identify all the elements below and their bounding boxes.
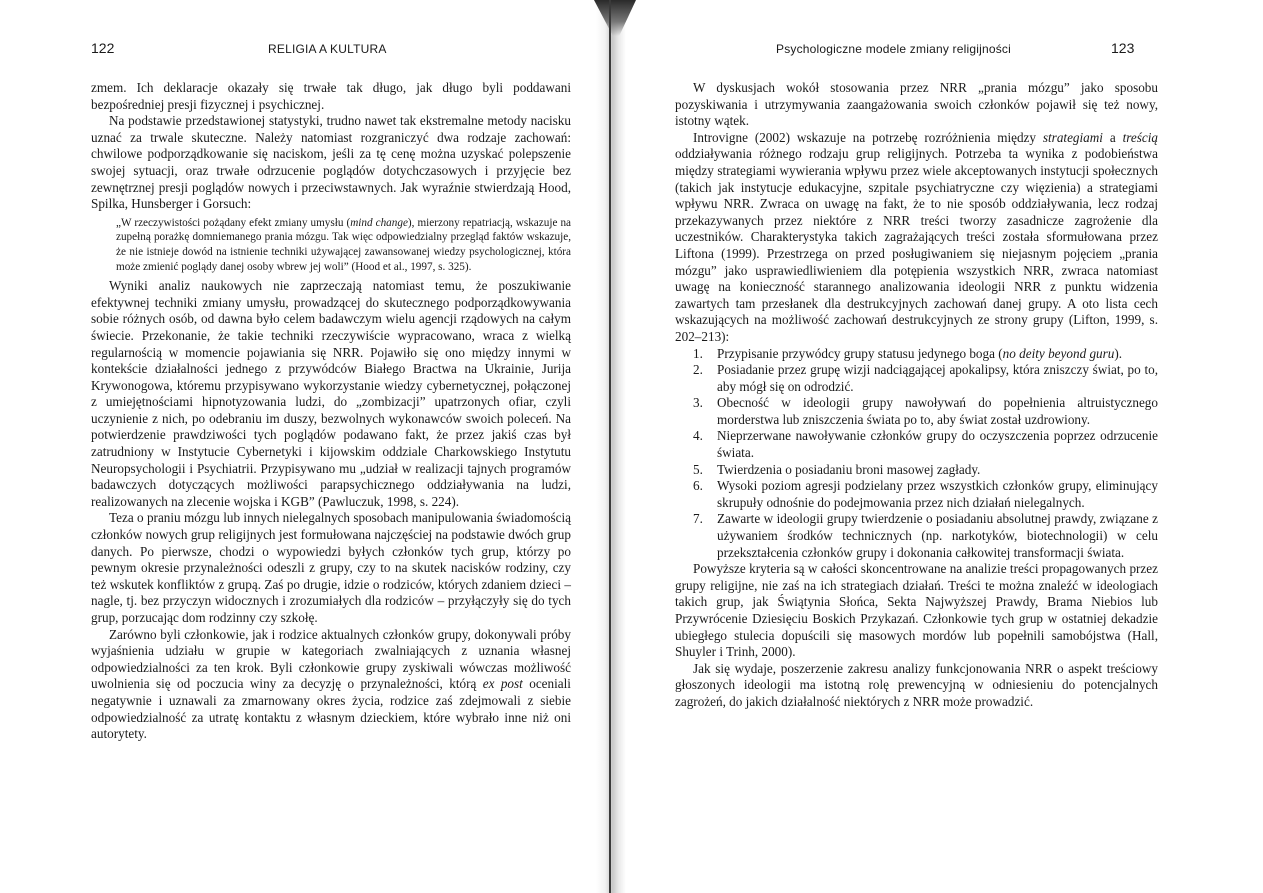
paragraph-text: a (1102, 129, 1123, 145)
page-number-right: 123 (1111, 40, 1135, 56)
right-page (624, 0, 1263, 893)
paragraph: zmem. Ich deklaracje okazały się trwałe tak długo, jak długo byli poddawani bezpośredniej presji fizycznej i psychicznej. (91, 80, 571, 112)
list-number: 1. (693, 345, 703, 361)
right-page-body (675, 80, 1158, 711)
list-text: Zawarte w ideologii grupy twierdzenie o posiadaniu absolutnej prawdy, związane z używaniem środków technicznych (np. narkotyków, biotechnologii) w celu przekształcenia członków grupy i dokonania całkowitej transformacji świata. (717, 511, 1158, 560)
list-text: Twierdzenia o posiadaniu broni masowej zagłady. (717, 461, 981, 477)
list-italic: no deity beyond guru (1002, 345, 1115, 361)
list-item (693, 478, 1158, 511)
paragraph (675, 130, 1158, 346)
list-text: Przypisanie przywódcy grupy statusu jedynego boga ( (717, 345, 1003, 361)
gutter-line (609, 0, 611, 893)
paragraph-italic: ex post (482, 676, 523, 692)
list-number: 6. (693, 478, 703, 494)
page-number-left: 122 (91, 40, 115, 56)
list-text: Nieprzerwane nawoływanie członków grupy do oczyszczenia poprzez odrzucenie świata. (717, 428, 1158, 461)
list-text: ). (1114, 345, 1123, 361)
paragraph-text: oddziaływania różnego rodzaju grup religijnych. Potrzeba ta wynika z podobieństwa między strategiami wywierania wpływu przez wiele akceptowanych instytucji społecznych (takich jak instytucje edukacyjne, szpitale psychiatryczne czy więzienia) a strategiami wpływu NRR. Zwraca on uwagę na fakt, że to nie sposób oddziaływania, lecz rodzaj przekazywanych przez niektóre z NRR treści tworzy zasadnicze zagrożenie dla uczestników. Charakterystyka takich zagrażających treści została sformułowana przez Liftona (1999). Przestrzega on przed posługiwaniem się niejasnym pojęciem „prania mózgu” jako usprawiedliwieniem dla potępienia wszystkich NRR, zwraca natomiast uwagę na konieczność starannego analizowania ideologii NRR z punktu widzenia zawartych tam przesłanek dla destrukcyjnych zachowań danej grupy. A oto lista cech wskazujących na możliwość zachowań destrukcyjnych ze strony grupy (Lifton, 1999, s. 202–213): (675, 146, 1158, 344)
list-number: 4. (693, 428, 703, 444)
paragraph (91, 627, 571, 743)
running-head-left: RELIGIA A KULTURA (268, 42, 387, 56)
list-item (693, 395, 1158, 428)
list-text: Posiadanie przez grupę wizji nadciągającej apokalipsy, która zniszczy świat, po to, aby mógł się on odrodzić. (717, 362, 1158, 394)
paragraph: Wyniki analiz naukowych nie zaprzeczają natomiast temu, że poszukiwanie efektywnej techniki zmiany umysłu, prowadzącej do skutecznego podporządkowywania sobie różnych osób, od dawna było celem badawczym wielu agencji rządowych na całym świecie. Przekonanie, że takie techniki rzeczywiście wypracowano, wraca z wielką regularnością w momencie pojawiania się NRR. Pojawiło się ono między innymi w kontekście działalności jednego z przywódców Białego Bractwa na Ukrainie, Jurija Krywonogowa, któremu przypisywano wykorzystanie wiedzy cybernetycznej, połączonej z umiejętnościami hipnotyzowania ludzi, do „zombizacji” upatrzonych ofiar, czyli uczynienie z nich, po odebraniu im duszy, bezwolnych wykonawców swoich poleceń. Na potwierdzenie prawdziwości tych poglądów podawano fakt, że przez jakiś czas był zatrudniony w Instytucie Cybernetyki i kijowskim oddziale Charkowskiego Instytutu Neuropsychologii i Psychiatrii. Przypisywano mu „udział w realizacji tajnych programów badawczych dotyczących możliwości parapsychicznego oddziaływania na ludzi, realizowanych na zlecenie wojska i KGB” (Pawluczuk, 1998, s. 224). (91, 278, 571, 509)
list-text: Wysoki poziom agresji podzielany przez wszystkich członków grupy, eliminujący skrupuły odnośnie do podejmowania przez nich działań nielegalnych. (717, 478, 1158, 510)
paragraph: Powyższe kryteria są w całości skoncentrowane na analizie treści propagowanych przez grupy religijne, nie zaś na ich strategiach działań. Treści te można znaleźć w ideologiach takich grup, jak Świątynia Słońca, Sekta Najwyższej Prawdy, Brama Niebios lub Przywrócenie Dziesięciu Boskich Przykazań. Członkowie tych grup w ostatniej dekadzie ubiegłego stulecia dopuścili się masowych mordów lub popełnili samobójstwa (Hall, Shuyler i Trinh, 2000). (675, 561, 1158, 660)
paragraph-italic: strategiami (1042, 129, 1103, 145)
paragraph: W dyskusjach wokół stosowania przez NRR „prania mózgu” jako sposobu pozyskiwania i utrzymywania zaangażowania swoich członków pojawił się też nowy, istotny wątek. (675, 80, 1158, 129)
block-quote (116, 216, 571, 274)
paragraph: Na podstawie przedstawionej statystyki, trudno nawet tak ekstremalne metody nacisku uznać za trwale skuteczne. Należy natomiast rozgraniczyć dwa rodzaje zachowań: chwilowe podporządkowanie się naciskom, jeśli za tę cenę można uzyskać polepszenie swojej sytuacji, oraz trwałe odrzucenie poglądów dotychczasowych i przyjęcie bez zewnętrznej presji poglądów nowych i przeciwstawnych. Jak wyraźnie stwierdzają Hood, Spilka, Hunsberger i Gorsuch: (91, 113, 571, 212)
list-number: 7. (693, 511, 703, 527)
list-number: 5. (693, 461, 703, 477)
paragraph: Teza o praniu mózgu lub innych nielegalnych sposobach manipulowania świadomością członków nowych grup religijnych jest formułowana najczęściej na podstawie dwóch grup danych. Po pierwsze, chodzi o wypowiedzi byłych członków tych grup, którzy po pewnym okresie przynależności odeszli z grupy, czy to na skutek nacisków rodziny, czy też wskutek konfliktów z grupą. Zaś po drugie, idzie o rodziców, których zdaniem dzieci – nagle, tj. bez przyczyn widocznych i zrozumiałych dla rodziców – przyłączyły się do tych grup, porzucając dom rodzinny czy szkołę. (91, 510, 571, 625)
paragraph-text: oceniali negatywnie i uznawali za zmarnowany okres życia, rodzice zaś zdejmowali z siebie odpowiedzialność za utratę kontaktu z własnym dzieckiem, które wybrało inne niż oni autorytety. (91, 676, 571, 742)
list-number: 3. (693, 395, 703, 411)
list-item (693, 511, 1158, 561)
list-number: 2. (693, 362, 703, 378)
paragraph-italic: treścią (1122, 129, 1158, 145)
quote-italic: mind change (350, 216, 408, 229)
list-item (693, 362, 1158, 395)
paragraph: Jak się wydaje, poszerzenie zakresu analizy funkcjonowania NRR o aspekt treściowy głoszonych ideologii ma istotną rolę prewencyjną w odniesieniu do potencjalnych zagrożeń, do jakich działalność niektórych z NRR może prowadzić. (675, 660, 1158, 709)
paragraph-text: Introvigne (2002) wskazuje na potrzebę rozróżnienia między (693, 129, 1043, 145)
quote-text: „W rzeczywistości pożądany efekt zmiany umysłu ( (116, 216, 351, 229)
paragraph-text: Zarówno byli członkowie, jak i rodzice aktualnych członków grupy, dokonywali próby wyjaśnienia udziału w grupie w kategoriach zwalniających z uznania własnej odpowiedzialności za ten krok. Byli członkowie grupy zyskiwali wówczas możliwość uwolnienia się od poczucia winy za decyzję o przynależności, którą (91, 626, 571, 692)
quote-text: ), mierzony repatriacją, wskazuje na zupełną porażkę domniemanego prania mózgu. Tak więc odpowiedzialny przegląd faktów wskazuje, że nie istnieje dowód na istnienie techniki używającej zawansowanej wiedzy psychologicznej, która może zmienić poglądy danej osoby wbrew jej woli” (Hood et al., 1997, s. 325). (116, 216, 572, 273)
left-page (0, 0, 606, 893)
criteria-list (675, 346, 1158, 562)
list-item (693, 345, 1158, 363)
list-item (693, 428, 1158, 461)
left-page-body (91, 80, 571, 743)
list-text: Obecność w ideologii grupy nawoływań do popełnienia altruistycznego morderstwa lub zniszczenia świata po to, aby świat został uzdrowiony. (717, 395, 1158, 427)
list-item (693, 461, 1158, 479)
running-head-right: Psychologiczne modele zmiany religijności (776, 42, 1011, 56)
